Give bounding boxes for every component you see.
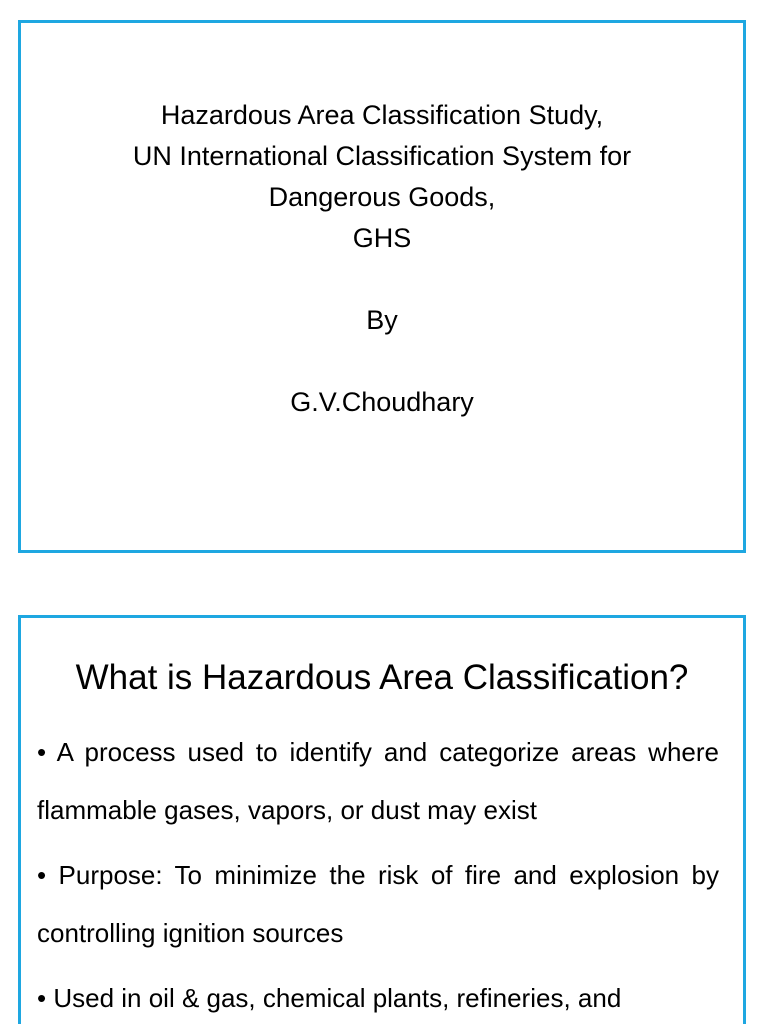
title-line: UN International Classification System for — [132, 141, 632, 171]
bullet-item: • A process used to identify and categorize areas where flammable gases, vapors, or dust may exist — [37, 737, 719, 825]
bullet-item: • Purpose: To minimize the risk of fire and explosion by controlling ignition sources — [37, 860, 719, 948]
bullet-list — [37, 723, 719, 1024]
author-name: G.V.Choudhary — [290, 387, 474, 417]
content-slide — [18, 615, 746, 1024]
title-block — [21, 95, 743, 423]
title-line: Hazardous Area Classification Study, — [160, 100, 604, 130]
title-line: GHS — [352, 223, 412, 253]
spacer — [21, 341, 743, 382]
title-slide — [18, 20, 746, 553]
by-label: By — [366, 305, 398, 335]
title-line: Dangerous Goods, — [268, 182, 496, 212]
bullet-item: • Used in oil & gas, chemical plants, refineries, and — [37, 983, 622, 1013]
spacer — [21, 259, 743, 300]
slide-heading: What is Hazardous Area Classification? — [75, 658, 689, 697]
